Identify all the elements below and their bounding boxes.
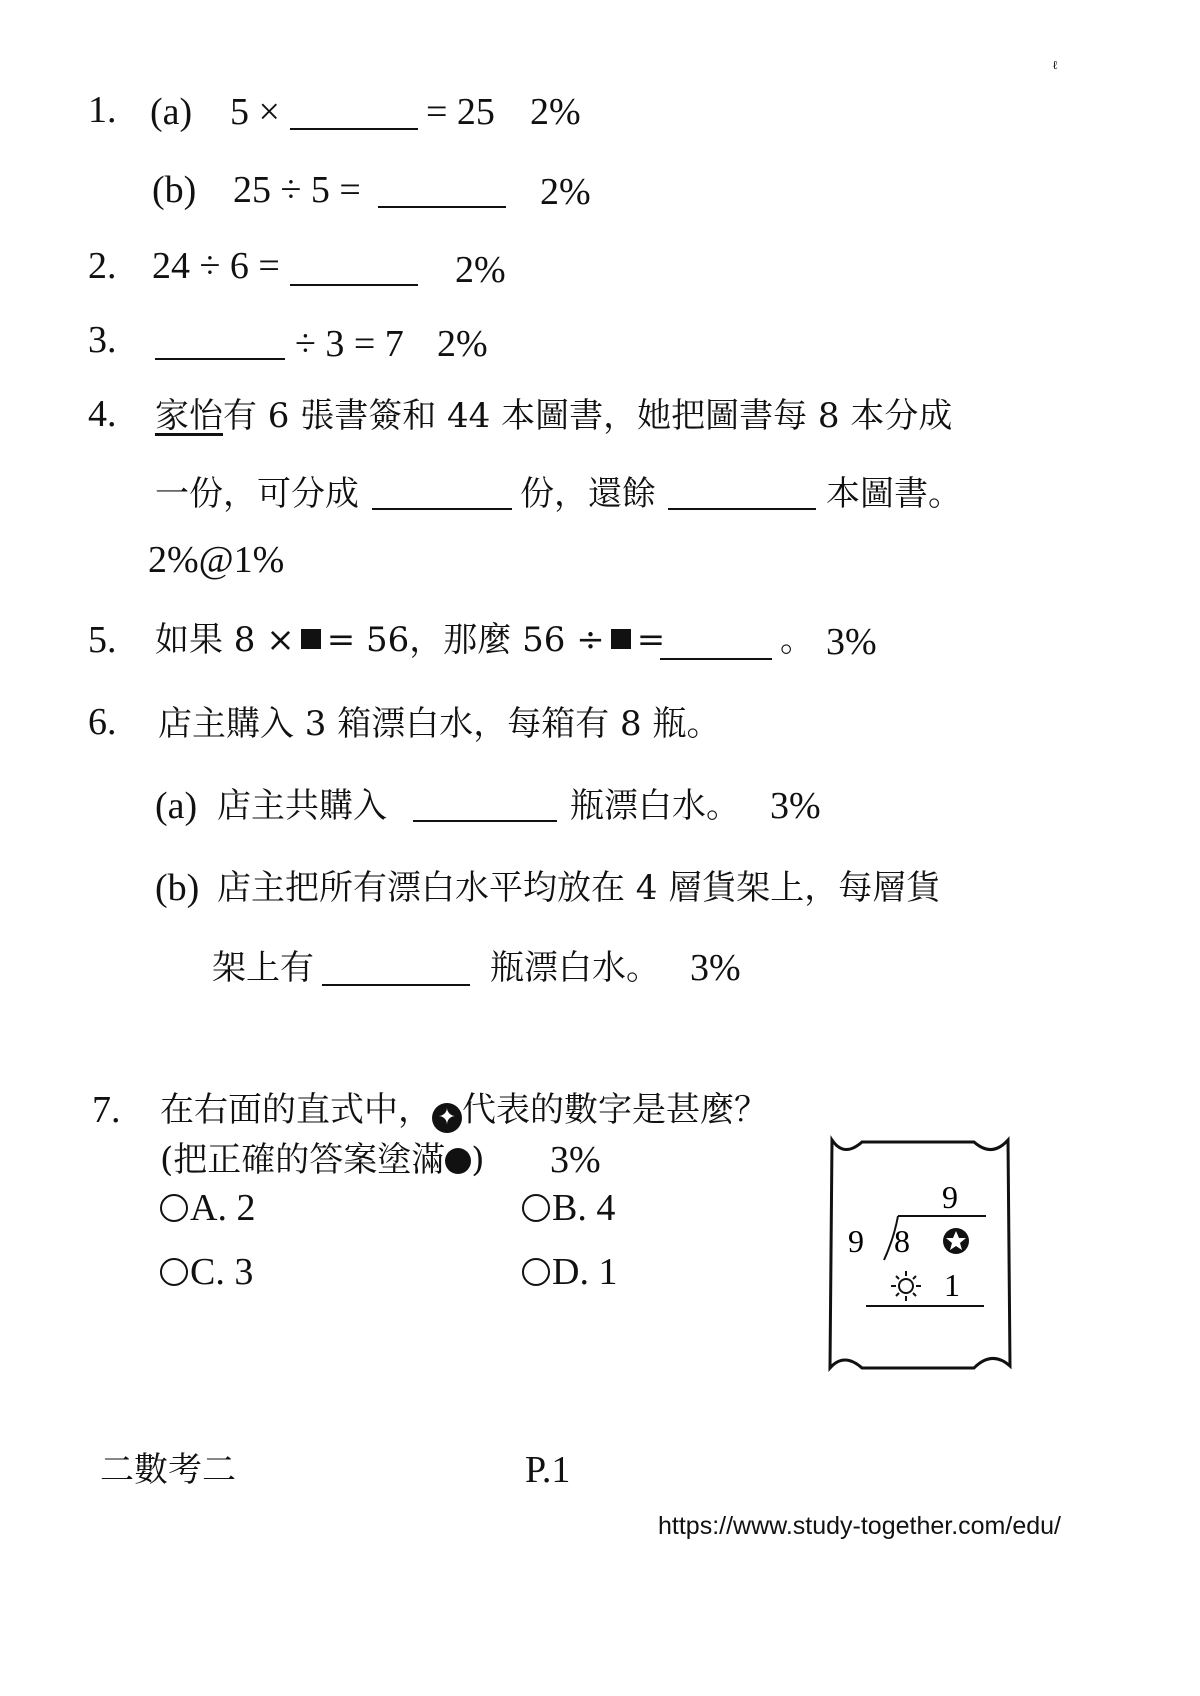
black-square-symbol [611, 629, 631, 649]
q7-number: 7. [92, 1089, 121, 1131]
q6b-line1: 店主把所有漂白水平均放在 4 層貨架上，每層貨 [217, 868, 941, 908]
filled-circle-symbol [445, 1148, 471, 1174]
q6a-tail: 瓶漂白水。 [570, 786, 740, 826]
q5-answer-blank[interactable] [660, 624, 772, 660]
q5-number: 5. [88, 619, 117, 661]
q2-left: 24 ÷ 6 = [152, 245, 280, 287]
q5-text: 如果 8 × = 56，那麼 56 ÷ = [155, 620, 666, 660]
q7-option-b[interactable]: B. 4 [522, 1186, 615, 1230]
q6-number: 6. [88, 701, 117, 743]
q6b-line2: 架上有 [212, 948, 314, 988]
q3-score: 2% [437, 323, 488, 365]
q4-name: 家怡 [155, 396, 223, 436]
exam-code: 二數考二 [100, 1450, 236, 1490]
option-radio-icon[interactable] [160, 1258, 188, 1286]
q1a-left: 5 × [230, 91, 280, 133]
quotient: 9 [942, 1179, 958, 1215]
q2-score: 2% [455, 249, 506, 291]
source-url[interactable]: https://www.study-together.com/edu/ [658, 1512, 1061, 1540]
sun-icon [891, 1271, 921, 1301]
q7-stem: 在右面的直式中， ✦ 代表的數字是甚麼？ [160, 1090, 768, 1133]
option-radio-icon[interactable] [522, 1194, 550, 1222]
q6b-score: 3% [690, 947, 741, 989]
q6-stem: 店主購入 3 箱漂白水，每箱有 8 瓶。 [158, 704, 721, 744]
q3-number: 3. [88, 319, 117, 361]
option-radio-icon[interactable] [160, 1194, 188, 1222]
q1a-label: (a) [150, 91, 193, 133]
q6a-score: 3% [770, 785, 821, 827]
q5-score: 3% [826, 621, 877, 663]
q4-score: 2%@1% [148, 539, 285, 581]
black-square-symbol [301, 629, 321, 649]
q4-parts-blank[interactable] [372, 474, 512, 510]
q6b-tail: 瓶漂白水。 [490, 948, 660, 988]
q2-number: 2. [88, 245, 117, 287]
q4-line1: 家怡有 6 張書簽和 44 本圖書，她把圖書每 8 本分成 [155, 396, 953, 436]
q3-right: ÷ 3 = 7 [295, 323, 404, 365]
star-circle-icon [943, 1228, 969, 1254]
q6b-label: (b) [155, 867, 200, 909]
option-radio-icon[interactable] [522, 1258, 550, 1286]
q6a-text: 店主共購入 [217, 786, 387, 826]
q4-line2-b: 份，還餘 [520, 474, 656, 514]
q1b-label: (b) [152, 169, 197, 211]
divisor: 9 [848, 1223, 864, 1259]
q7-option-c[interactable]: C. 3 [160, 1250, 253, 1294]
q4-line2-c: 本圖書。 [826, 474, 962, 514]
long-division-figure [814, 1130, 1024, 1390]
q2-answer-blank[interactable] [290, 250, 418, 286]
q4-remainder-blank[interactable] [668, 474, 816, 510]
q1b-score: 2% [540, 171, 591, 213]
q6a-answer-blank[interactable] [413, 786, 557, 822]
star-circle-symbol: ✦ [432, 1103, 462, 1133]
q6b-answer-blank[interactable] [322, 950, 470, 986]
q7-option-d[interactable]: D. 1 [522, 1250, 617, 1294]
q7-score: 3% [550, 1139, 601, 1181]
q1b-answer-blank[interactable] [378, 172, 506, 208]
q4-line2-a: 一份，可分成 [155, 474, 359, 514]
corner-mark: ℓ [1052, 58, 1058, 72]
q5-period: 。 [780, 620, 814, 660]
q7-instruction: (把正確的答案塗滿 ) [160, 1140, 485, 1180]
product-digit: 1 [944, 1267, 960, 1303]
q1b-left: 25 ÷ 5 = [233, 169, 361, 211]
q6a-label: (a) [155, 785, 198, 827]
q3-answer-blank[interactable] [155, 324, 285, 360]
q1a-answer-blank[interactable] [290, 94, 418, 130]
q4-number: 4. [88, 393, 117, 435]
q1a-score: 2% [530, 91, 581, 133]
dividend-digit: 8 [894, 1223, 910, 1259]
page-number: P.1 [525, 1449, 571, 1491]
q1-number: 1. [88, 89, 117, 131]
q7-option-a[interactable]: A. 2 [160, 1186, 255, 1230]
q1a-right: = 25 [426, 91, 495, 133]
